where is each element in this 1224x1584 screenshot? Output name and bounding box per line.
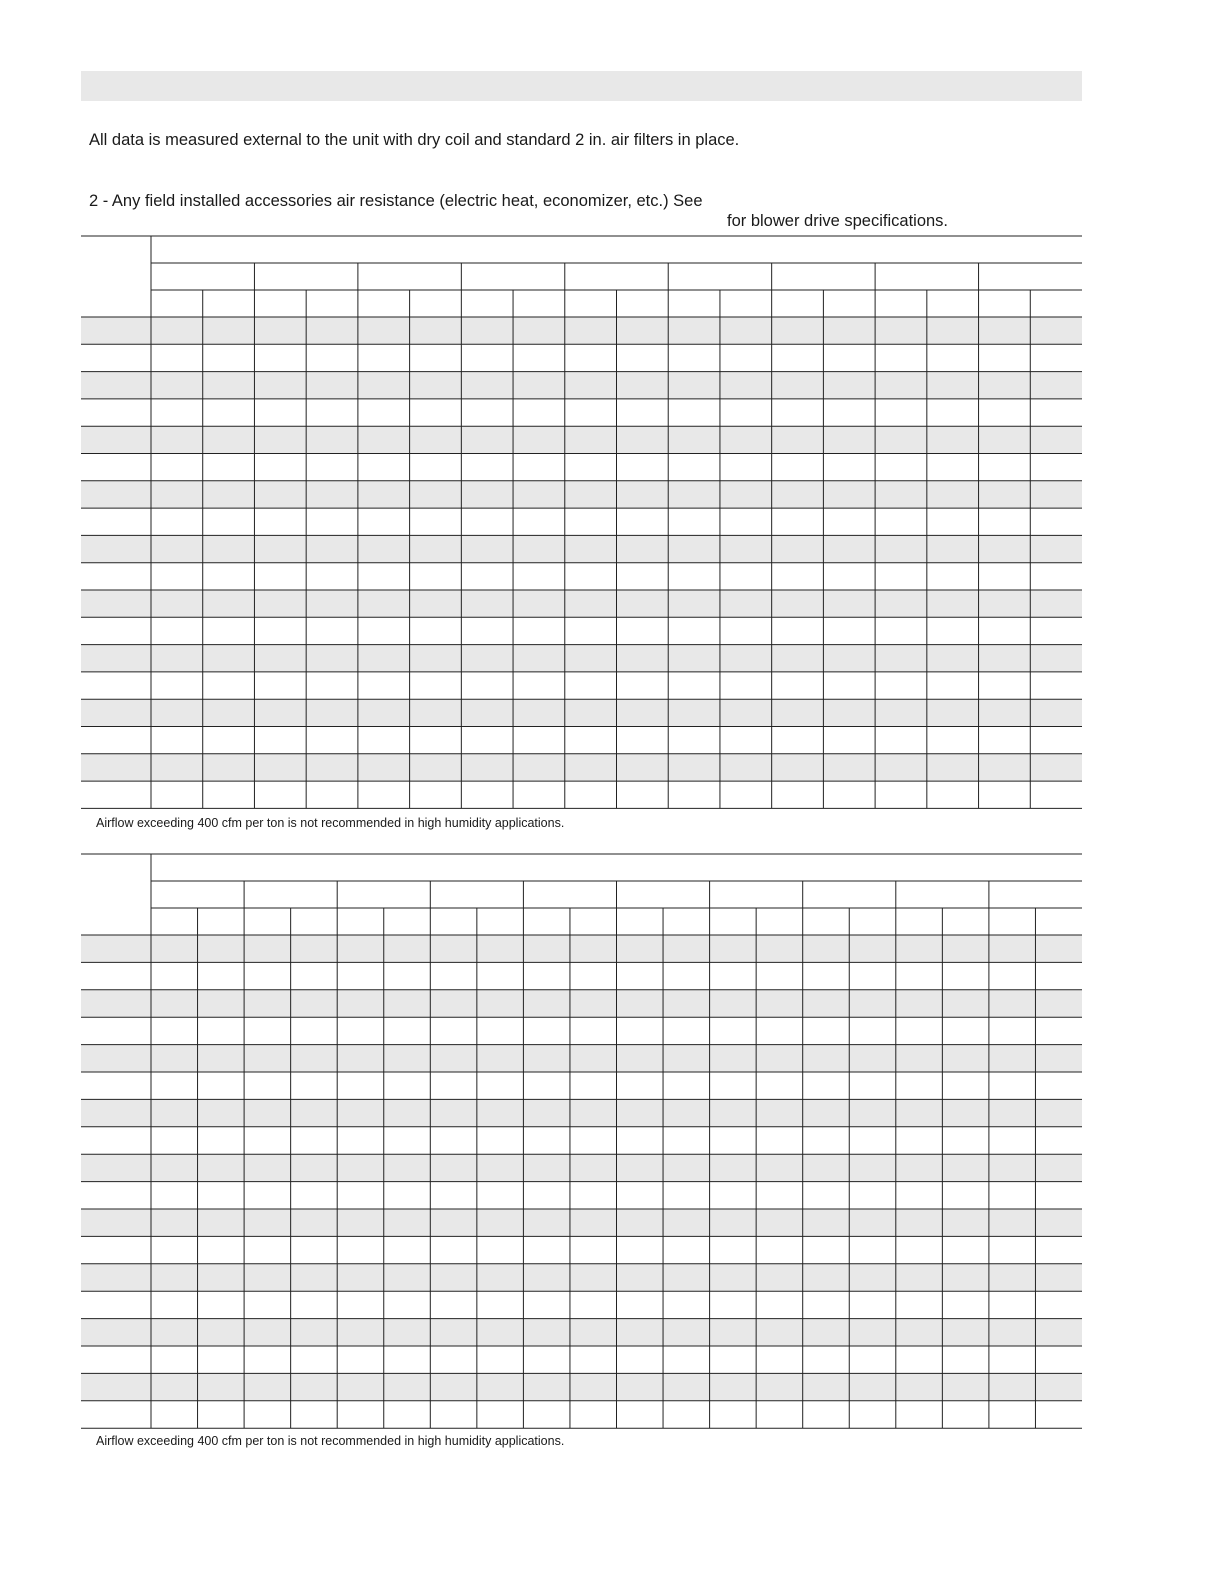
- table-1-footnote: Airflow exceeding 400 cfm per ton is not recommended in high humidity applications.: [96, 816, 565, 830]
- row-shade: [81, 990, 1082, 1017]
- row-shade: [81, 1264, 1082, 1291]
- row-shade: [81, 1373, 1082, 1400]
- table-2-footnote: Airflow exceeding 400 cfm per ton is not recommended in high humidity applications.: [96, 1434, 565, 1448]
- accessories-note-continued: for blower drive specifications.: [727, 212, 949, 230]
- row-shade: [81, 1045, 1082, 1072]
- row-shade: [81, 1099, 1082, 1126]
- row-shade: [81, 1319, 1082, 1346]
- row-shade: [81, 1209, 1082, 1236]
- row-shade: [81, 1154, 1082, 1181]
- row-shade: [81, 935, 1082, 962]
- accessories-note: 2 - Any field installed accessories air resistance (electric heat, economizer, etc.) See: [89, 192, 703, 210]
- measurement-note: All data is measured external to the unit with dry coil and standard 2 in. air filters in place.: [89, 131, 740, 149]
